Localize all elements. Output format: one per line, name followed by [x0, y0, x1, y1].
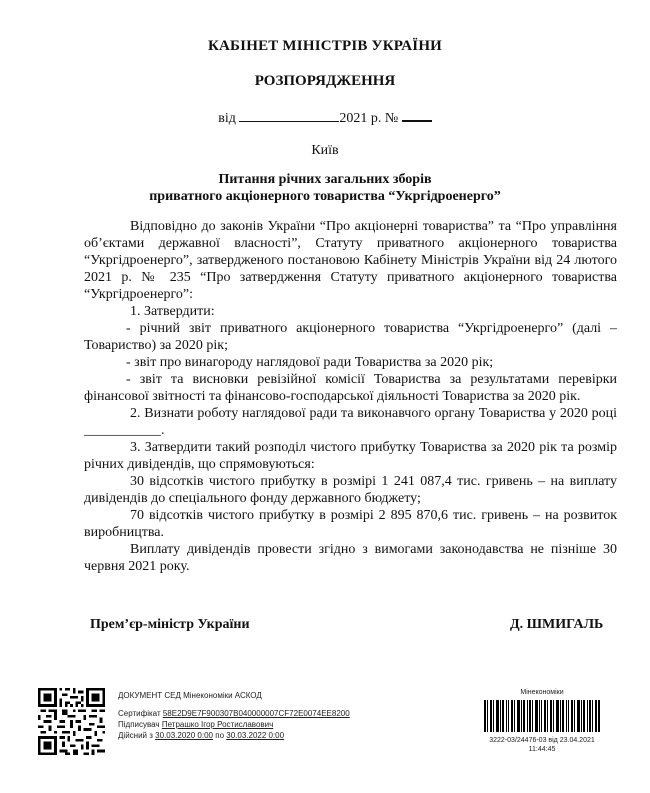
date-year: 2021 р.	[339, 111, 382, 126]
signatory-position: Прем’єр-міністр України	[90, 617, 250, 632]
item-3b: 70 відсотків чистого прибутку в розмірі 2 895 870,6 тис. гривень – на розвиток виробництва.	[84, 508, 617, 540]
item-1b: - звіт про винагороду наглядової ради Товариства за 2020 рік;	[126, 355, 494, 370]
heading-line-1: Питання річних загальних зборів	[218, 172, 432, 187]
item-1: 1. Затвердити:	[130, 304, 215, 319]
number-blank	[402, 108, 432, 122]
document-type: РОЗПОРЯДЖЕННЯ	[254, 73, 396, 89]
document-body	[84, 218, 617, 575]
registration-time: 11:44:45	[528, 746, 556, 753]
eds-validity: Дійсний з 30.03.2020 0:00 по 30.03.2022 0:00	[118, 731, 285, 740]
valid-to: 30.03.2022 0:00	[226, 731, 285, 740]
item-4: Виплату дивідендів провести згідно з вимогами законодавства не пізніше 30 червня 2021 року.	[84, 542, 617, 574]
eds-signer: Підписувач Петрашко Ігор Ростиславович	[118, 720, 274, 729]
date-line	[0, 108, 650, 127]
eds-certificate: Сертифікат 58E2D9E7F900307B040000007CF72E0074EE8200	[118, 709, 350, 718]
date-blank	[239, 109, 339, 122]
item-3: 3. Затвердити такий розподіл чистого прибутку Товариства за 2020 рік та розмір річних дивідендів, що спрямовуються:	[84, 440, 617, 472]
eds-title: ДОКУМЕНТ СЕД Мінекономіки АСКОД	[118, 691, 262, 700]
valid-from: 30.03.2020 0:00	[155, 731, 213, 740]
number-sign: №	[384, 111, 399, 126]
date-prefix: від	[218, 111, 236, 126]
item-1a: - річний звіт приватного акціонерного товариства “Укргідроенерго” (далі – Товариство) за 2020 рік;	[84, 321, 617, 353]
signatory-name: Д. ШМИГАЛЬ	[510, 617, 604, 632]
certificate-value: 58E2D9E7F900307B040000007CF72E0074EE8200	[162, 709, 350, 718]
item-3a: 30 відсотків чистого прибутку в розмірі 1 241 087,4 тис. гривень – на виплату дивідендів до спеціального фонду державного бюджету;	[84, 474, 617, 506]
item-1c: - звіт та висновки ревізійної комісії Товариства за результатами перевірки фінансової звітності та фінансово-господарської діяльності Товариства за 2020 рік.	[84, 372, 617, 404]
registration-number: 3222-03/24476-03 від 23.04.2021	[489, 737, 595, 744]
barcode	[484, 700, 600, 732]
issuer-title: КАБІНЕТ МІНІСТРІВ УКРАЇНИ	[207, 38, 443, 54]
eds-info	[118, 690, 478, 741]
city: Київ	[311, 143, 339, 158]
document-heading	[0, 171, 650, 205]
heading-line-2: приватного акціонерного товариства “Укргідроенерго”	[149, 189, 501, 204]
registration-stamp	[480, 689, 604, 754]
signer-value: Петрашко Ігор Ростиславович	[161, 720, 274, 729]
stamp-organization: Мінекономіки	[520, 689, 564, 696]
item-2: 2. Визнати роботу наглядової ради та виконавчого органу Товариства у 2020 році ___________.	[84, 406, 617, 438]
intro-paragraph: Відповідно до законів України “Про акціонерні товариства” та “Про управління об’єктами державної власності”, Статуту приватного акціонерного товариства “Укргідроенерго”, затвердженого постановою Кабінету Міністрів України від 24 лютого 2021 р. № 235 “Про затвердження Статуту приватного акціонерного товариства “Укргідроенерго”:	[84, 219, 617, 302]
qr-code	[38, 688, 105, 755]
